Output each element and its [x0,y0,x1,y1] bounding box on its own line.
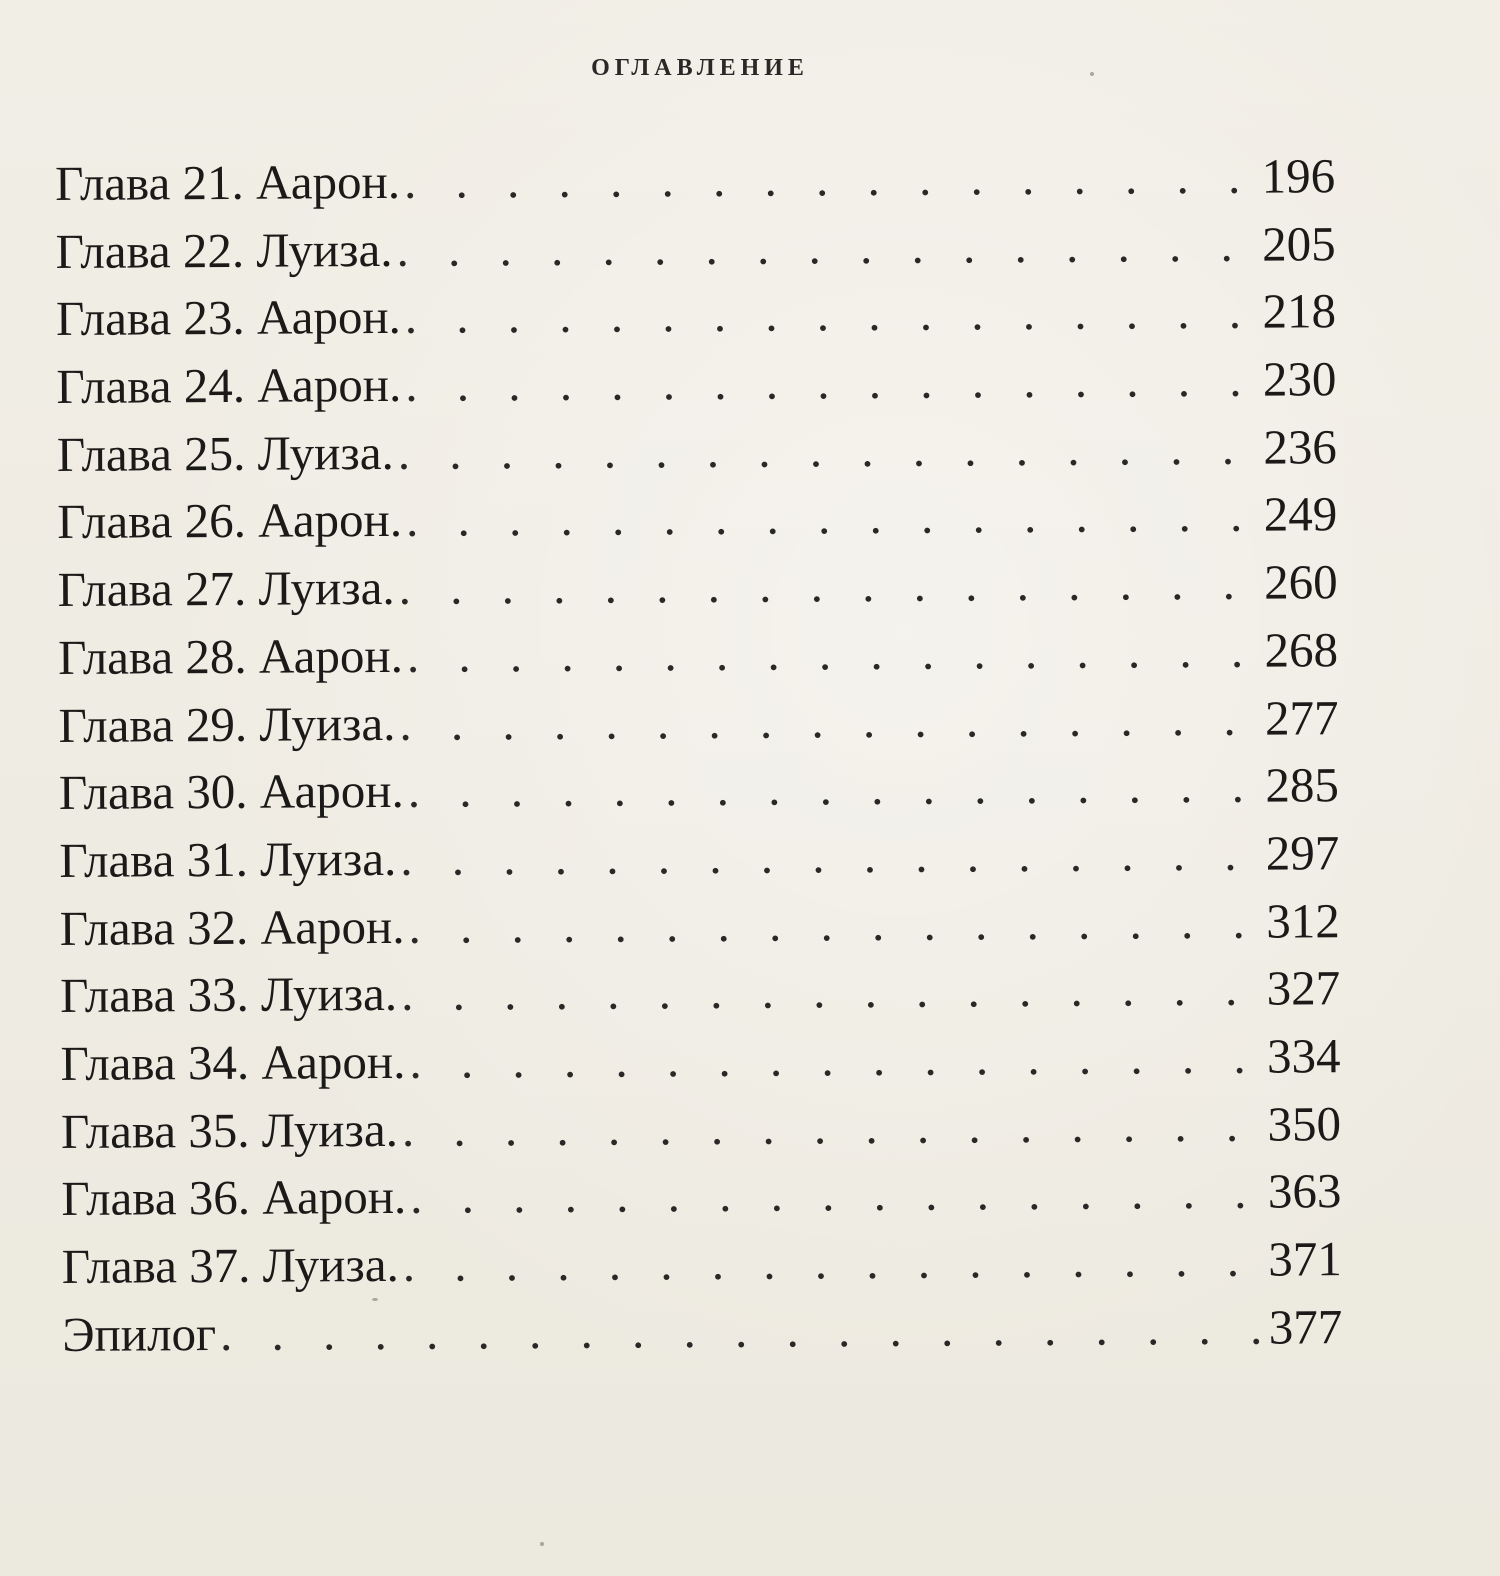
toc-entry-page: 285 [1265,757,1340,813]
toc-entry [57,481,1337,557]
toc-entry-title: Глава 21. Аарон. [55,153,401,211]
toc-entry [57,413,1337,489]
toc-entry-page: 196 [1261,148,1336,204]
paper-speck [372,1298,378,1301]
toc-entry-page: 377 [1268,1298,1343,1355]
dot-leader [220,1293,1261,1367]
dot-leader [396,210,1253,283]
toc-entry-title: Глава 30. Аарон. [58,763,404,821]
dot-leader [401,955,1258,1028]
dot-leader [404,143,1254,216]
dot-leader [408,752,1258,825]
toc-entry [56,278,1336,354]
toc-entry-title: Глава 29. Луиза. [58,695,396,753]
toc-entry [61,1090,1341,1166]
toc-entry-title: Глава 33. Луиза. [59,966,398,1024]
table-of-contents [55,142,1342,1368]
dot-leader [409,1023,1259,1096]
toc-entry-title: Глава 36. Аарон. [61,1169,407,1227]
toc-entry [55,142,1335,218]
toc-entry-title: Глава 37. Луиза. [61,1236,399,1294]
toc-entry-page: 363 [1267,1163,1342,1219]
dot-leader [406,481,1256,554]
toc-entry-title: Глава 31. Луиза. [59,830,397,888]
dot-leader [410,1158,1260,1231]
dot-leader [400,820,1257,893]
toc-entry [56,345,1336,421]
toc-entry-page: 334 [1266,1028,1341,1084]
toc-entry-title: Глава 22. Луиза. [55,221,393,279]
dot-leader [405,346,1255,419]
dot-leader [402,1090,1259,1163]
toc-entry [58,684,1338,760]
toc-entry-page: 350 [1267,1095,1342,1152]
toc-entry [58,616,1338,692]
toc-entry-title: Глава 34. Аарон. [60,1033,406,1091]
dot-leader [399,684,1256,757]
dot-leader [398,549,1255,622]
dot-leader [405,278,1255,351]
toc-entry-title: Глава 27. Луиза. [57,560,395,618]
toc-entry [59,751,1339,827]
toc-entry-page: 297 [1265,825,1340,881]
toc-entry-title: Глава 24. Аарон. [56,356,402,415]
dot-leader [408,887,1258,960]
toc-entry-title: Глава 32. Аарон. [59,898,405,956]
toc-entry-page: 371 [1268,1231,1342,1287]
toc-entry [55,210,1335,286]
dot-leader [398,413,1255,486]
toc-entry-page: 230 [1262,351,1337,407]
toc-entry-page: 260 [1263,554,1338,610]
toc-entry-page: 268 [1264,621,1339,678]
dot-leader [403,1226,1260,1299]
toc-heading: оглавление [591,46,809,83]
paper-speck [1090,72,1094,76]
toc-entry [62,1225,1342,1301]
toc-entry [59,819,1339,895]
toc-entry [61,1157,1341,1233]
toc-entry-page: 277 [1264,689,1339,746]
toc-entry-page: 218 [1262,283,1337,340]
toc-entry-page: 205 [1261,215,1336,272]
toc-entry-title: Эпилог [62,1305,217,1362]
dot-leader [407,616,1257,689]
toc-entry [60,887,1340,963]
toc-entry-page: 312 [1266,892,1340,949]
toc-entry-title: Глава 28. Аарон. [57,627,404,685]
toc-entry [62,1293,1342,1369]
toc-entry-page: 249 [1263,486,1338,543]
toc-entry-title: Глава 35. Луиза. [60,1101,399,1159]
paper-speck [540,1542,544,1546]
toc-entry-page: 327 [1266,960,1341,1016]
toc-entry-title: Глава 26. Аарон. [57,492,403,550]
toc-entry [60,954,1340,1030]
toc-entry-page: 236 [1263,418,1338,475]
toc-entry-title: Глава 23. Аарон. [55,289,401,347]
toc-entry [60,1022,1340,1098]
toc-entry-title: Глава 25. Луиза. [56,424,394,482]
toc-entry [57,548,1337,624]
